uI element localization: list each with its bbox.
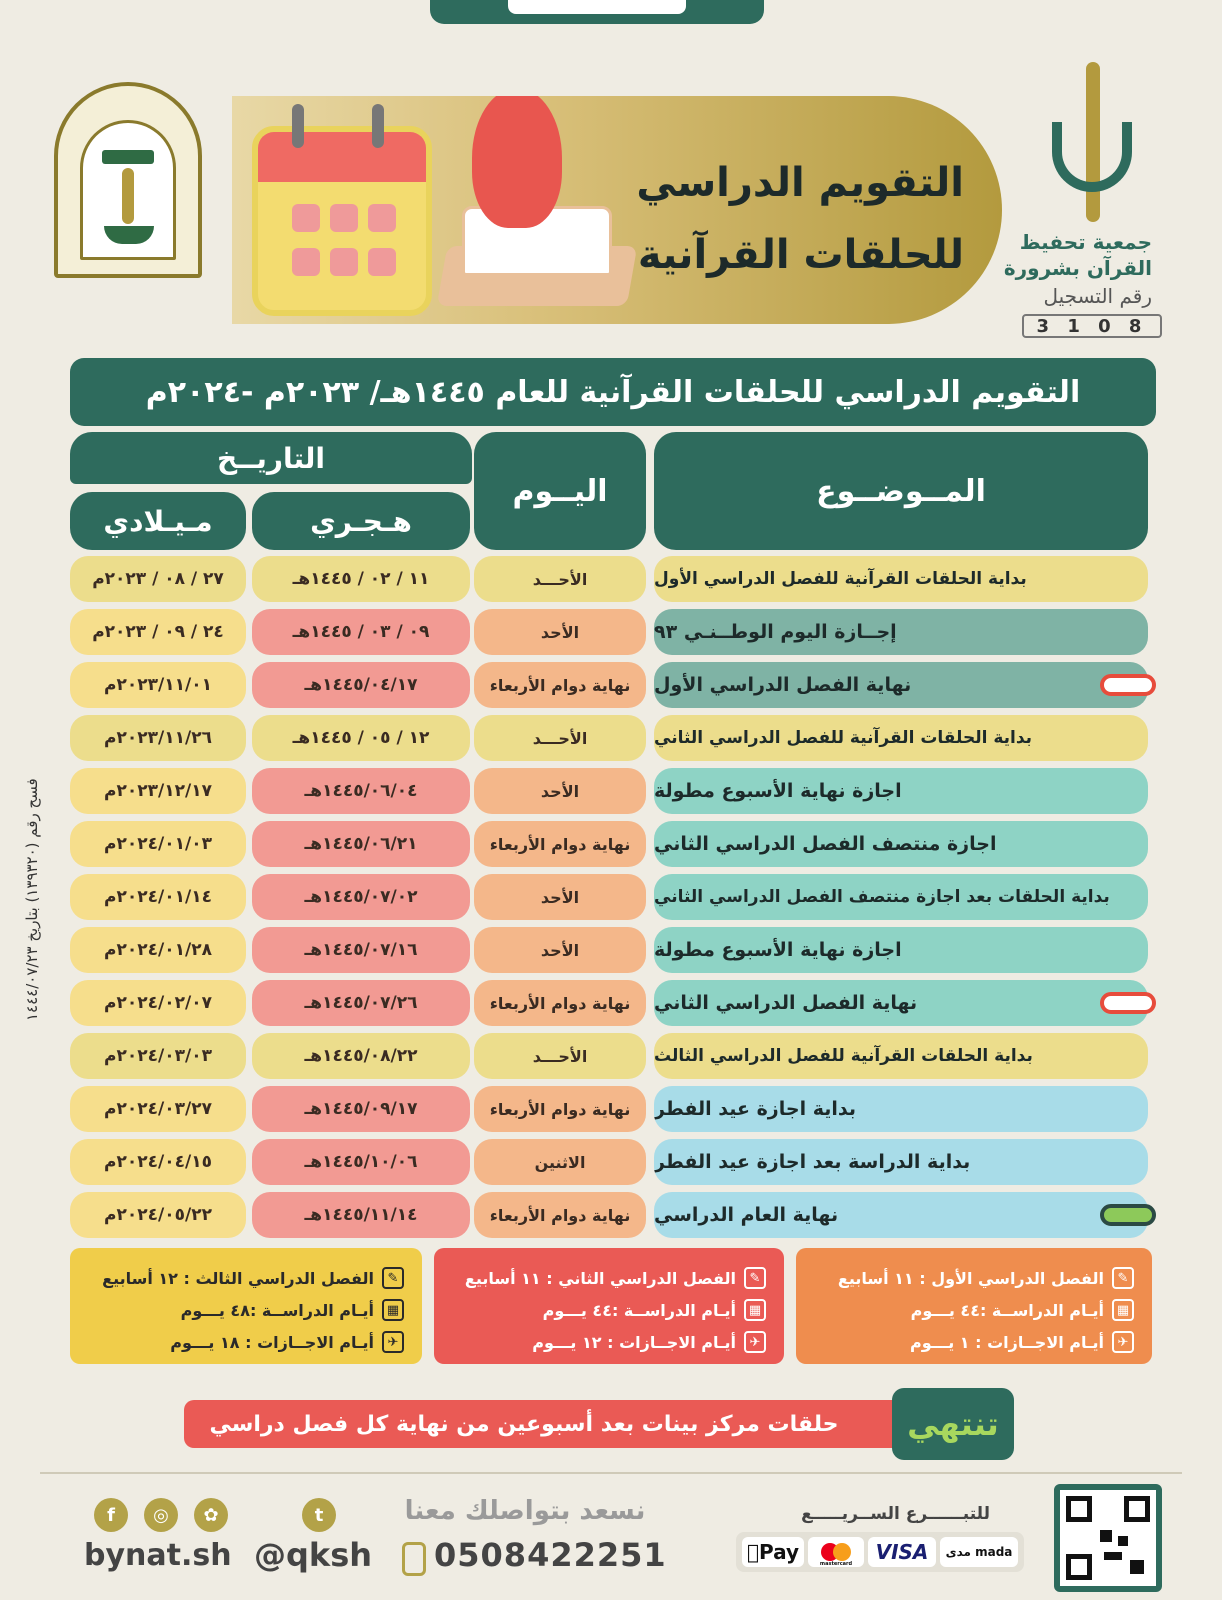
row-greg-date: ٢٠٢٣/١٢/١٧م [70, 768, 246, 814]
row-hijri-date: ١٤٤٥/٠٦/٠٤هـ [252, 768, 470, 814]
row-hijri-date: ١٤٤٥/١١/١٤هـ [252, 1192, 470, 1238]
permit-note: فسح رقم (١٣٩٣٢٠) بتاريخ ١٤٤٤/٠٧/٢٣ [23, 778, 41, 1022]
mastercard-badge[interactable] [808, 1537, 864, 1567]
row-hijri-date: ١١ / ٠٢ / ١٤٤٥هـ [252, 556, 470, 602]
classroom-icon: ▦ [1112, 1299, 1134, 1321]
calendar-icon [252, 126, 432, 316]
org-logo [1003, 62, 1162, 342]
row-hijri-date: ١٤٤٥/٠٦/٢١هـ [252, 821, 470, 867]
row-day: نهاية دوام الأربعاء [474, 662, 646, 708]
instagram-icon[interactable]: ◎ [144, 1498, 178, 1532]
row-topic: نهاية الفصل الدراسي الثاني [654, 980, 1148, 1026]
plane-icon: ✈ [1112, 1331, 1134, 1353]
legend-term-3 [70, 1248, 422, 1364]
row-greg-date: ٢٠٢٣/١١/٠١م [70, 662, 246, 708]
ending-word: تنتهي [907, 1405, 999, 1443]
top-tab [430, 0, 764, 24]
row-hijri-date: ١٤٤٥/٠٧/٢٦هـ [252, 980, 470, 1026]
row-day: نهاية دوام الأربعاء [474, 1192, 646, 1238]
row-day: الأحد [474, 768, 646, 814]
hero-title-line1: التقويم الدراسي [636, 160, 964, 206]
legend-term-2-vac: أيـام الاجــازات : ١٢ يـــوم [532, 1332, 736, 1352]
legend-term-1-study: أيـام الدراســة :٤٤ يـــوم [910, 1300, 1104, 1320]
donate-label: للتبــــــرع الســريـــــع [801, 1504, 990, 1524]
twitter-handle[interactable]: @qksh [254, 1536, 373, 1574]
mastercard-label: mastercard [819, 1561, 853, 1567]
ministry-emblem [54, 82, 202, 278]
row-hijri-date: ١٤٤٥/٠٧/١٦هـ [252, 927, 470, 973]
snapchat-icon[interactable]: ✿ [194, 1498, 228, 1532]
reg-label: رقم التسجيل [1043, 284, 1152, 308]
twitter-icon[interactable]: t [302, 1498, 336, 1532]
row-greg-date: ٢٠٢٤/٠٤/١٥م [70, 1139, 246, 1185]
row-greg-date: ٢٠٢٤/٠١/٢٨م [70, 927, 246, 973]
row-greg-date: ٢٤ / ٠٩ / ٢٠٢٣م [70, 609, 246, 655]
row-topic: اجازة منتصف الفصل الدراسي الثاني [654, 821, 1148, 867]
row-day: الأحـــد [474, 1033, 646, 1079]
row-topic: بداية اجازة عيد الفطر [654, 1086, 1148, 1132]
plane-icon: ✈ [744, 1331, 766, 1353]
org-name-line1: جمعية تحفيظ [1019, 230, 1152, 254]
term-end-marker [1100, 674, 1156, 696]
year-end-marker [1100, 1204, 1156, 1226]
phone-icon [402, 1542, 426, 1576]
contact-label: نسعد بتواصلك معنا [404, 1496, 646, 1526]
pencil-icon: ✎ [382, 1267, 404, 1289]
calendar-title-banner [70, 358, 1156, 426]
legend-term-2 [434, 1248, 784, 1364]
pencil-icon: ✎ [744, 1267, 766, 1289]
legend-term-2-study: أيـام الدراســة :٤٤ يـــوم [542, 1300, 736, 1320]
row-day: نهاية دوام الأربعاء [474, 980, 646, 1026]
row-greg-date: ٢٠٢٤/٠١/١٤م [70, 874, 246, 920]
row-topic: بداية الحلقات القرآنية للفصل الدراسي الثالث [654, 1033, 1148, 1079]
visa-badge[interactable]: VISA [868, 1537, 936, 1567]
legend-term-1-vac: أيـام الاجــازات : ١ يـــوم [910, 1332, 1104, 1352]
row-topic: بداية الحلقات بعد اجازة منتصف الفصل الدراسي الثاني [654, 874, 1148, 920]
row-day: الأحد [474, 609, 646, 655]
pencil-icon: ✎ [1112, 1267, 1134, 1289]
row-day: الأحد [474, 927, 646, 973]
legend-term-1-title: الفصل الدراسي الأول : ١١ أسابيع [837, 1268, 1104, 1288]
row-hijri-date: ١٤٤٥/٠٧/٠٢هـ [252, 874, 470, 920]
row-topic: بداية الحلقات القرآنية للفصل الدراسي الثاني [654, 715, 1148, 761]
row-greg-date: ٢٠٢٤/٠٥/٢٢م [70, 1192, 246, 1238]
col-day-header: اليــوم [474, 432, 646, 550]
hero-banner [232, 96, 1002, 324]
apple-pay-badge[interactable] [742, 1537, 804, 1567]
legend-term-1 [796, 1248, 1152, 1364]
classroom-icon: ▦ [744, 1299, 766, 1321]
org-name-line2: القرآن بشرورة [1003, 256, 1152, 280]
row-greg-date: ٢٠٢٤/٠٣/٢٧م [70, 1086, 246, 1132]
ending-note-text: حلقات مركز بينات بعد أسبوعين من نهاية كل فصل دراسي [209, 1411, 839, 1437]
row-topic: اجازة نهاية الأسبوع مطولة [654, 927, 1148, 973]
legend-term-3-study: أيـام الدراســة :٤٨ يـــوم [180, 1300, 374, 1320]
row-topic: إجــازة اليوم الوطــنـي ٩٣ [654, 609, 1148, 655]
phone-number[interactable]: 0508422251 [434, 1536, 667, 1574]
row-day: نهاية دوام الأربعاء [474, 1086, 646, 1132]
row-greg-date: ٢٠٢٣/١١/٢٦م [70, 715, 246, 761]
mada-badge[interactable]: مدى mada [940, 1537, 1018, 1567]
legend-term-2-title: الفصل الدراسي الثاني : ١١ أسابيع [464, 1268, 736, 1288]
ending-note-bar [184, 1400, 904, 1448]
col-hijri-header: هـجـري [252, 492, 470, 550]
col-greg-header: مـيـلادي [70, 492, 246, 550]
row-day: الاثنين [474, 1139, 646, 1185]
org-logo-mark [1052, 62, 1132, 222]
row-topic: بداية الحلقات القرآنية للفصل الدراسي الأول [654, 556, 1148, 602]
row-hijri-date: ١٤٤٥/٠٩/١٧هـ [252, 1086, 470, 1132]
row-day: الأحد [474, 874, 646, 920]
qr-code [1054, 1484, 1162, 1592]
row-day: الأحـــد [474, 715, 646, 761]
row-hijri-date: ١٤٤٥/٠٨/٢٢هـ [252, 1033, 470, 1079]
row-greg-date: ٢٠٢٤/٠٣/٠٣م [70, 1033, 246, 1079]
calendar-title-text: التقويم الدراسي للحلقات القرآنية للعام ١٤٤٥هـ/ ٢٠٢٣م -٢٠٢٤م [145, 374, 1081, 410]
row-topic: اجازة نهاية الأسبوع مطولة [654, 768, 1148, 814]
legend-term-3-title: الفصل الدراسي الثالث : ١٢ أسابيع [102, 1268, 374, 1288]
payment-methods [736, 1532, 1024, 1572]
legend-term-3-vac: أيـام الاجــازات : ١٨ يـــوم [170, 1332, 374, 1352]
plane-icon: ✈ [382, 1331, 404, 1353]
row-hijri-date: ١٢ / ٠٥ / ١٤٤٥هـ [252, 715, 470, 761]
reg-number: 3 1 0 8 [1022, 314, 1162, 338]
classroom-icon: ▦ [382, 1299, 404, 1321]
row-hijri-date: ١٤٤٥/٠٤/١٧هـ [252, 662, 470, 708]
row-hijri-date: ١٤٤٥/١٠/٠٦هـ [252, 1139, 470, 1185]
row-greg-date: ٢٠٢٤/٠١/٠٣م [70, 821, 246, 867]
row-hijri-date: ٠٩ / ٠٣ / ١٤٤٥هـ [252, 609, 470, 655]
row-day: نهاية دوام الأربعاء [474, 821, 646, 867]
row-topic: نهاية العام الدراسي [654, 1192, 1148, 1238]
apple-pay-label: Pay [752, 1540, 794, 1564]
footer-divider [40, 1472, 1182, 1474]
row-day: الأحـــد [474, 556, 646, 602]
row-greg-date: ٢٧ / ٠٨ / ٢٠٢٣م [70, 556, 246, 602]
row-greg-date: ٢٠٢٤/٠٢/٠٧م [70, 980, 246, 1026]
row-topic: بداية الدراسة بعد اجازة عيد الفطر [654, 1139, 1148, 1185]
col-date-header: التاريــخ [70, 432, 472, 484]
col-topic-header: المــوضــوع [654, 432, 1148, 550]
website[interactable]: bynat.sh [84, 1538, 232, 1573]
term-end-marker [1100, 992, 1156, 1014]
hero-title-line2: للحلقات القرآنية [637, 232, 964, 278]
facebook-icon[interactable]: f [94, 1498, 128, 1532]
ending-word-badge [892, 1388, 1014, 1460]
row-topic: نهاية الفصل الدراسي الأول [654, 662, 1148, 708]
